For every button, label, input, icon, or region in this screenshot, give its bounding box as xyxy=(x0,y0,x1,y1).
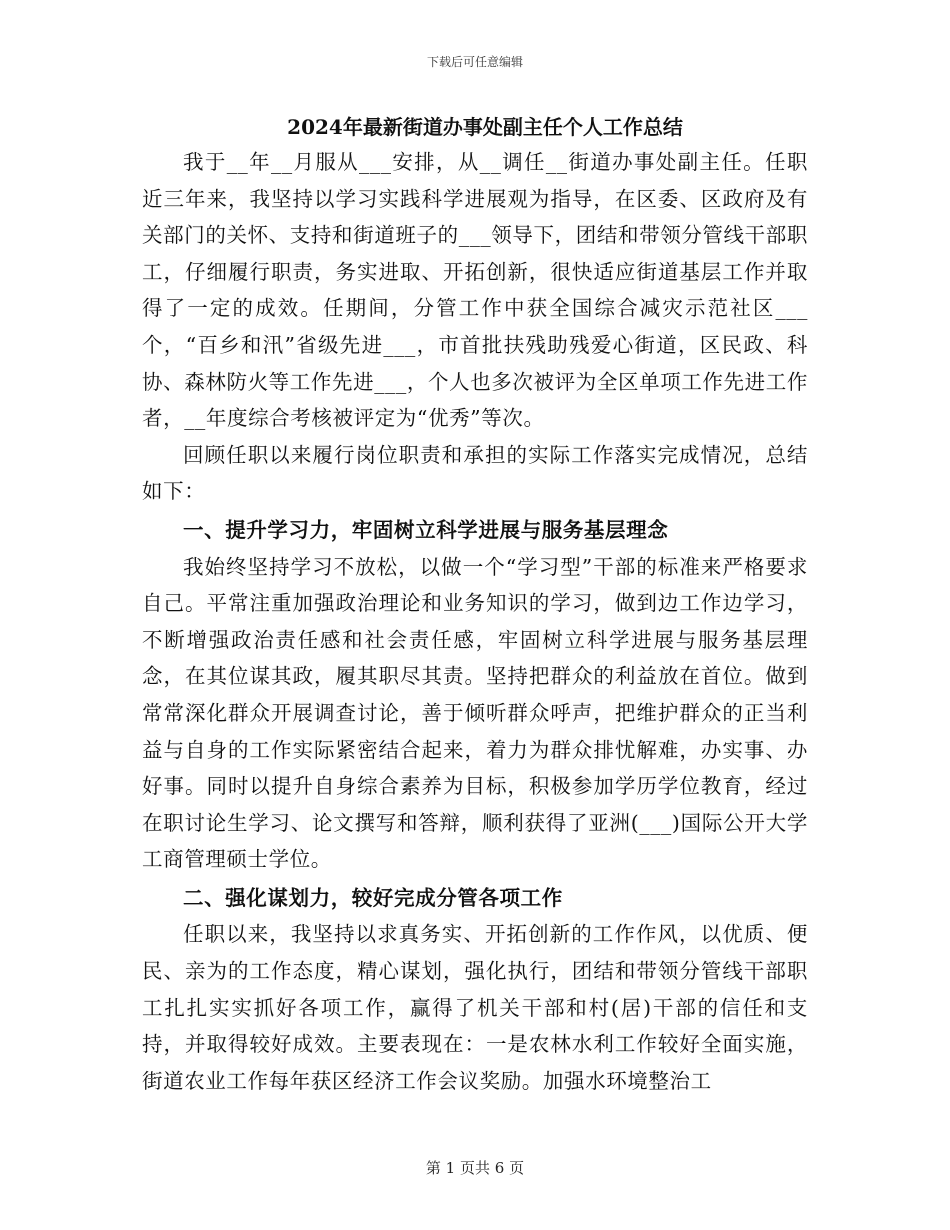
paragraph-intro: 我于__年__月服从___安排，从__调任__街道办事处副主任。任职近三年来，我坚持以学习实践科学进展观为指导，在区委、区政府及有关部门的关怀、支持和街道班子的___领导下，团结和带领分管线干部职工，仔细履行职责，务实进取、开拓创新，很快适应街道基层工作并取得了一定的成效。任期间，分管工作中获全国综合减灾示范社区___个，“百乡和汛”省级先进___，市首批扶残助残爱心街道，区民政、科协、森林防火等工作先进___，个人也多次被评为全区单项工作先进工作者，__年度综合考核被评定为“优秀”等次。 xyxy=(142,150,808,431)
document-title: 2024年最新街道办事处副主任个人工作总结 xyxy=(287,115,683,139)
paragraph-review: 回顾任职以来履行岗位职责和承担的实际工作落实完成情况，总结如下： xyxy=(142,442,808,504)
document-body xyxy=(142,110,808,1099)
section-heading-2: 二、强化谋划力，较好完成分管各项工作 xyxy=(183,885,563,910)
paragraph-section-2: 任职以来，我坚持以求真务实、开拓创新的工作作风，以优质、便民、亲为的工作态度，精心谋划，强化执行，团结和带领分管线干部职工扎扎实实抓好各项工作，赢得了机关干部和村(居)干部的信任和支持，并取得较好成效。主要表现在：一是农林水利工作较好全面实施，街道农业工作每年获区经济工作会议奖励。加强水环境整治工 xyxy=(142,922,808,1093)
section-heading-1: 一、提升学习力，牢固树立科学进展与服务基层理念 xyxy=(183,517,669,542)
page-footer: 第 1 页共 6 页 xyxy=(425,1159,525,1177)
paragraph-section-1: 我始终坚持学习不放松，以做一个“学习型”干部的标准来严格要求自己。平常注重加强政治理论和业务知识的学习，做到边工作边学习，不断增强政治责任感和社会责任感，牢固树立科学进展与服务基层理念，在其位谋其政，履其职尽其责。坚持把群众的利益放在首位。做到常常深化群众开展调查讨论，善于倾听群众呼声，把维护群众的正当利益与自身的工作实际紧密结合起来，着力为群众排忧解难，办实事、办好事。同时以提升自身综合素养为目标，积极参加学历学位教育，经过在职讨论生学习、论文撰写和答辩，顺利获得了亚洲(___)国际公开大学工商管理硕士学位。 xyxy=(142,554,808,872)
page-header: 下载后可任意编辑 xyxy=(426,55,523,69)
